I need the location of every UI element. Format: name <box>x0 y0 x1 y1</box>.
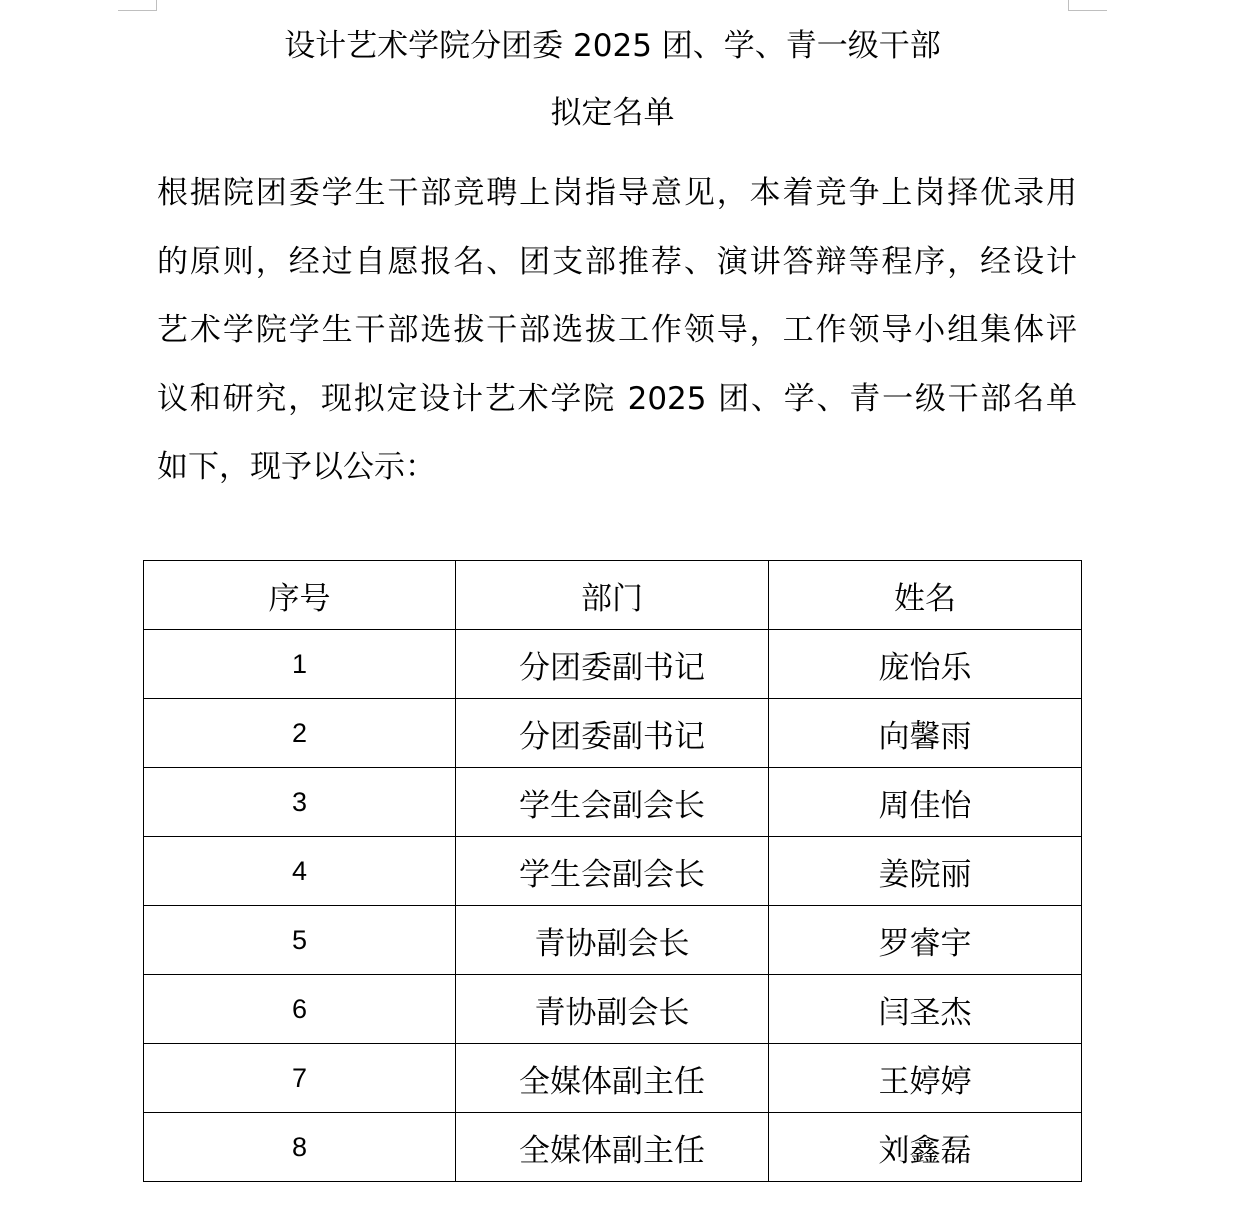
table-row <box>144 1113 1082 1182</box>
document-title-line-1: 设计艺术学院分团委 2025 团、学、青一级干部 <box>284 28 941 64</box>
row-department: 青协副会长 <box>456 975 769 1044</box>
row-department: 分团委副书记 <box>456 699 769 768</box>
row-name: 闫圣杰 <box>769 975 1082 1044</box>
table-row <box>144 975 1082 1044</box>
row-department: 分团委副书记 <box>456 630 769 699</box>
row-department: 青协副会长 <box>456 906 769 975</box>
document-title-line-2: 拟定名单 <box>550 95 675 131</box>
table-row <box>144 1044 1082 1113</box>
column-header-name: 姓名 <box>769 561 1082 630</box>
row-name: 周佳怡 <box>769 768 1082 837</box>
row-name: 庞怡乐 <box>769 630 1082 699</box>
paragraph-line: 的原则，经过自愿报名、团支部推荐、演讲答辩等程序，经设计 <box>157 243 1077 280</box>
row-name: 刘鑫磊 <box>769 1113 1082 1182</box>
row-name: 姜院丽 <box>769 837 1082 906</box>
row-index: 2 <box>144 699 456 768</box>
row-index: 3 <box>144 768 456 837</box>
row-department: 全媒体副主任 <box>456 1113 769 1182</box>
row-index: 1 <box>144 630 456 699</box>
row-name: 罗睿宇 <box>769 906 1082 975</box>
table-row <box>144 630 1082 699</box>
cadre-roster-table <box>143 560 1082 1182</box>
row-department: 学生会副会长 <box>456 837 769 906</box>
table-row <box>144 699 1082 768</box>
row-index: 6 <box>144 975 456 1044</box>
table-row <box>144 768 1082 837</box>
paragraph-line: 议和研究，现拟定设计艺术学院 2025 团、学、青一级干部名单 <box>157 380 1077 417</box>
row-name: 王婷婷 <box>769 1044 1082 1113</box>
table-row <box>144 906 1082 975</box>
column-header-index: 序号 <box>144 561 456 630</box>
column-header-department: 部门 <box>456 561 769 630</box>
row-department: 学生会副会长 <box>456 768 769 837</box>
paragraph-line: 根据院团委学生干部竞聘上岗指导意见，本着竞争上岗择优录用 <box>157 175 1077 211</box>
paragraph-line: 如下，现予以公示： <box>157 449 436 485</box>
row-department: 全媒体副主任 <box>456 1044 769 1113</box>
page-corner-mark-right <box>1068 0 1107 11</box>
row-index: 8 <box>144 1113 456 1182</box>
row-index: 5 <box>144 906 456 975</box>
row-index: 7 <box>144 1044 456 1113</box>
table-header-row <box>144 561 1082 630</box>
row-index: 4 <box>144 837 456 906</box>
table-row <box>144 837 1082 906</box>
page-corner-mark-left <box>118 0 157 11</box>
row-name: 向馨雨 <box>769 699 1082 768</box>
intro-paragraph <box>157 159 1077 502</box>
paragraph-line: 艺术学院学生干部选拔干部选拔工作领导，工作领导小组集体评 <box>157 312 1077 348</box>
